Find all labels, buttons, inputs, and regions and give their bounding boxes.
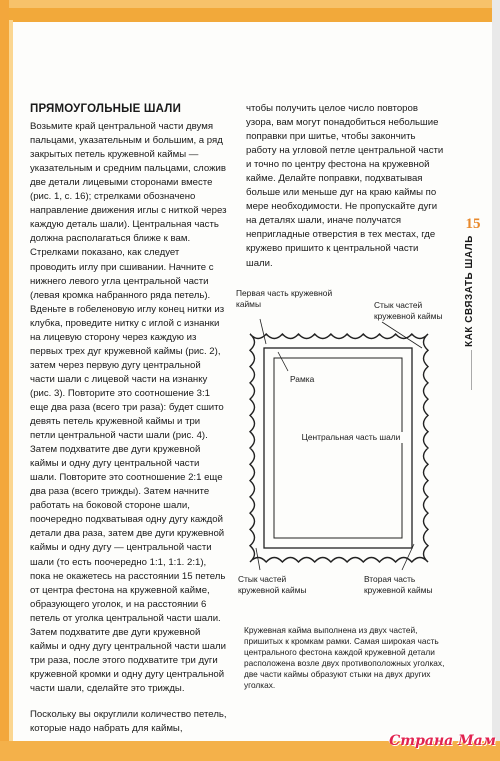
pointer-first-part <box>260 319 266 344</box>
lace-border-outline <box>250 334 428 562</box>
page-number: 15 <box>465 216 481 232</box>
right-page-edge <box>492 0 500 761</box>
left-paragraph-2: Поскольку вы округлили количество петель, которые надо набрать для каймы, <box>30 708 227 735</box>
top-decorative-band <box>0 0 500 22</box>
side-chapter-tab <box>458 235 482 355</box>
paragraph-gap <box>30 696 228 708</box>
label-frame: Рамка <box>290 374 330 385</box>
shawl-diagram <box>236 286 448 608</box>
left-decorative-stripe <box>0 0 9 761</box>
left-text-column <box>30 102 228 736</box>
left-paragraph-1: Возьмите край центральной части двумя пальцами, указательным и большим, а ряд закрытых петель кружевной каймы — указательным и средним пальцами, сложив две детали лицевыми сторонами вместе (рис. 1, с. 16); стрелками обозначено направление движения иглы с ниткой через каждую деталь шали). Центральная часть должна располагаться ближе к вам. Стрелками показано, как следует проводить иглу при сшивании. Начните с нижнего левого угла центральной части (левая кромка набранного ряда петель). Вденьте в гобеленовую иглу конец нитки из клубка, проведите нитку с иглой с изнанки на лицевую сторону через каждую из первых трех дуг кружевной каймы (рис. 2), затем через первую дугу центральной части шали с лицевой части на изнанку (рис. 3). Повторите это соотношение 3:1 еще два раза (всего три раза): будет сшито девять петель кружевной каймы и три петли центральной части шали (рис. 4). Затем подхватите две дуги кружевной каймы и одну дугу центральной части шали. Повторите это соотношение 2:1 еще два раза (всего трижды). Затем начните работать на боковой стороне шали, поочередно подхватывая одну дугу каждой детали два раза, затем две дуги кружевной каймы и одну дугу — центральной части шали (то есть поочередно 1:1, 1:1. 2:1), пока не окажетесь на расстоянии 15 петель от центра фестона на кружевной кайме, образующего уголок, и на расстоянии 6 петель от уголка центральной части шали. Затем подхватите две дуги кружевной каймы и одну дугу центральной части шали три раза, после этого подхватите три дуги кружевной кромки и одну дугу центральной части шали, сделайте это трижды. <box>30 121 227 694</box>
left-light-stripe <box>9 20 13 750</box>
pointer-joint-bottom <box>256 548 260 570</box>
pointer-frame <box>278 352 288 371</box>
frame-inner-edge <box>274 358 402 538</box>
label-second-part: Вторая часть кружевной каймы <box>364 574 448 595</box>
right-paragraph-1: чтобы получить целое число повторов узора, вам могут понадобиться небольшие поправки при шитье, чтобы закончить работу на угловой петле центральной части и точно по центру фестона на кружевной кайме. Делайте поправки, подхватывая больше или меньше дуг на краю каймы по мере необходимости. Не пропускайте дуги на деталях шали, иначе получатся непригладные отверстия в тех местах, где кружево пришито к центральной части шали. <box>246 103 444 269</box>
site-watermark: Страна Мам <box>389 733 496 749</box>
label-first-part: Первая часть кружевной каймы <box>236 288 356 309</box>
shawl-diagram-drawing <box>236 286 448 608</box>
right-text-column <box>246 102 446 271</box>
label-joint-bottom: Стык частей кружевной каймы <box>238 574 310 595</box>
diagram-caption: Кружевная кайма выполнена из двух частей, пришитых к кромкам рамки. Самая широкая часть центрального фестона каждой кружевной детали расположена возле двух противоположных уголках, две части каймы образуют стыки на двух других уголках. <box>244 625 445 690</box>
top-band-highlight <box>0 0 500 8</box>
side-rule-line <box>471 350 472 390</box>
label-center-part: Центральная часть шали <box>296 432 406 443</box>
side-chapter-title: КАК СВЯЗАТЬ ШАЛЬ <box>464 235 475 347</box>
label-joint-top: Стык частей кружевной каймы <box>374 300 454 321</box>
pointer-joint-top <box>382 322 422 348</box>
frame-outer-edge <box>264 348 412 548</box>
section-heading: ПРЯМОУГОЛЬНЫЕ ШАЛИ <box>30 103 182 115</box>
